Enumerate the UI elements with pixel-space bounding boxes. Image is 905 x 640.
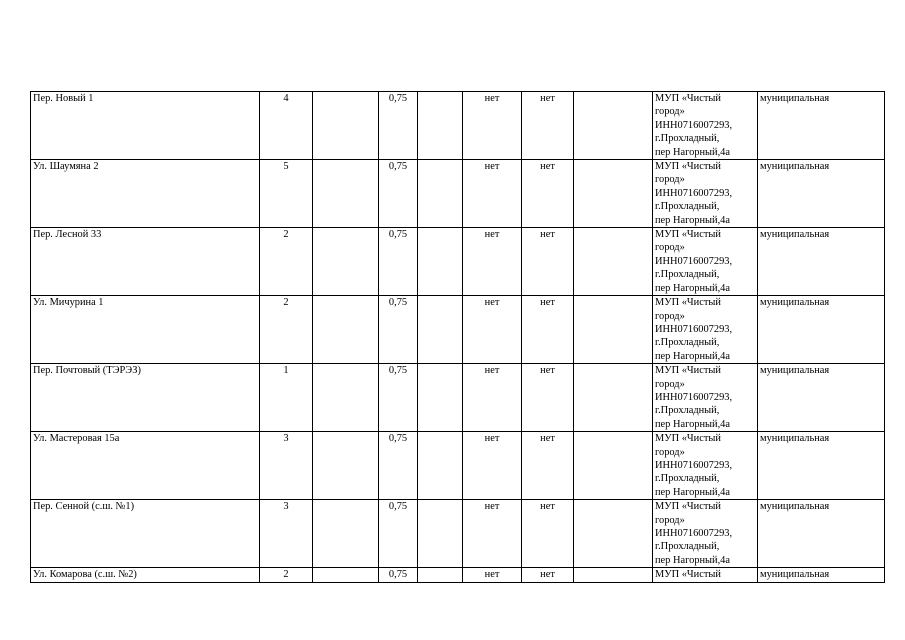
owner-info-line: МУП «Чистый bbox=[655, 161, 721, 173]
owner-info-line: г.Прохладный, bbox=[655, 473, 720, 485]
owner-info-line: город» bbox=[655, 310, 685, 322]
owner-info-line: ИНН0716007293, bbox=[655, 187, 733, 199]
yes-no-cell: нет bbox=[522, 432, 574, 500]
ownership-type-cell: муниципальная bbox=[758, 568, 885, 582]
table-row bbox=[31, 432, 885, 500]
empty-cell bbox=[574, 500, 653, 568]
site-address-cell: Пер. Новый 1 bbox=[31, 92, 260, 160]
owner-info-line: ИНН0716007293, bbox=[655, 459, 733, 471]
owner-info-line: ИНН0716007293, bbox=[655, 391, 733, 403]
ownership-type-cell: муниципальная bbox=[758, 364, 885, 432]
table-body bbox=[31, 92, 885, 583]
yes-no-cell: нет bbox=[522, 160, 574, 228]
owner-info-cell bbox=[653, 432, 758, 500]
owner-info-cell bbox=[653, 92, 758, 160]
empty-cell bbox=[418, 92, 463, 160]
owner-info-cell bbox=[653, 500, 758, 568]
empty-cell bbox=[313, 364, 379, 432]
empty-cell bbox=[313, 432, 379, 500]
container-count-cell: 1 bbox=[260, 364, 313, 432]
ownership-type-cell: муниципальная bbox=[758, 432, 885, 500]
yes-no-cell: нет bbox=[463, 160, 522, 228]
empty-cell bbox=[574, 568, 653, 582]
yes-no-cell: нет bbox=[522, 568, 574, 582]
container-sites-table bbox=[30, 91, 885, 583]
owner-info-line: МУП «Чистый bbox=[655, 365, 721, 377]
owner-info-line: пер Нагорный,4а bbox=[655, 350, 730, 362]
container-count-cell: 2 bbox=[260, 228, 313, 296]
owner-info-line: ИНН0716007293, bbox=[655, 119, 733, 131]
table-row bbox=[31, 228, 885, 296]
owner-info-line: пер Нагорный,4а bbox=[655, 214, 730, 226]
container-volume-cell: 0,75 bbox=[379, 160, 418, 228]
site-address-cell: Пер. Почтовый (ТЭРЭЗ) bbox=[31, 364, 260, 432]
site-address-cell: Ул. Шаумяна 2 bbox=[31, 160, 260, 228]
owner-info-line: пер Нагорный,4а bbox=[655, 554, 730, 566]
container-volume-cell: 0,75 bbox=[379, 296, 418, 364]
empty-cell bbox=[574, 364, 653, 432]
empty-cell bbox=[418, 432, 463, 500]
container-volume-cell: 0,75 bbox=[379, 432, 418, 500]
ownership-type-cell: муниципальная bbox=[758, 228, 885, 296]
owner-info-line: пер Нагорный,4а bbox=[655, 418, 730, 430]
site-address-cell: Ул. Комарова (с.ш. №2) bbox=[31, 568, 260, 582]
yes-no-cell: нет bbox=[463, 432, 522, 500]
owner-info-line: МУП «Чистый bbox=[655, 93, 721, 104]
site-address-cell: Ул. Мастеровая 15а bbox=[31, 432, 260, 500]
yes-no-cell: нет bbox=[463, 228, 522, 296]
owner-info-line: МУП «Чистый bbox=[655, 501, 721, 513]
owner-info-line: ИНН0716007293, bbox=[655, 255, 733, 267]
empty-cell bbox=[418, 500, 463, 568]
yes-no-cell: нет bbox=[522, 296, 574, 364]
container-volume-cell: 0,75 bbox=[379, 364, 418, 432]
container-count-cell: 5 bbox=[260, 160, 313, 228]
owner-info-line: город» bbox=[655, 446, 685, 458]
owner-info-line: г.Прохладный, bbox=[655, 201, 720, 213]
owner-info-line: пер Нагорный,4а bbox=[655, 146, 730, 158]
owner-info-line: город» bbox=[655, 106, 685, 118]
owner-info-line: г.Прохладный, bbox=[655, 337, 720, 349]
container-count-cell: 3 bbox=[260, 500, 313, 568]
yes-no-cell: нет bbox=[463, 296, 522, 364]
empty-cell bbox=[574, 296, 653, 364]
yes-no-cell: нет bbox=[463, 568, 522, 582]
site-address-cell: Пер. Сенной (с.ш. №1) bbox=[31, 500, 260, 568]
table-row bbox=[31, 296, 885, 364]
yes-no-cell: нет bbox=[522, 228, 574, 296]
owner-info-line: МУП «Чистый bbox=[655, 297, 721, 309]
ownership-type-cell: муниципальная bbox=[758, 296, 885, 364]
site-address-cell: Пер. Лесной 33 bbox=[31, 228, 260, 296]
table-row bbox=[31, 500, 885, 568]
table-row bbox=[31, 364, 885, 432]
empty-cell bbox=[313, 296, 379, 364]
yes-no-cell: нет bbox=[522, 92, 574, 160]
owner-info-line: пер Нагорный,4а bbox=[655, 486, 730, 498]
table-row bbox=[31, 568, 885, 582]
owner-info-line: г.Прохладный, bbox=[655, 133, 720, 145]
owner-info-line: МУП «Чистый bbox=[655, 433, 721, 445]
yes-no-cell: нет bbox=[463, 92, 522, 160]
yes-no-cell: нет bbox=[522, 500, 574, 568]
owner-info-cell bbox=[653, 568, 758, 582]
container-count-cell: 2 bbox=[260, 568, 313, 582]
empty-cell bbox=[313, 228, 379, 296]
empty-cell bbox=[313, 500, 379, 568]
owner-info-line: пер Нагорный,4а bbox=[655, 282, 730, 294]
empty-cell bbox=[574, 92, 653, 160]
empty-cell bbox=[418, 568, 463, 582]
empty-cell bbox=[418, 296, 463, 364]
container-volume-cell: 0,75 bbox=[379, 500, 418, 568]
owner-info-line: г.Прохладный, bbox=[655, 541, 720, 553]
empty-cell bbox=[574, 228, 653, 296]
empty-cell bbox=[574, 160, 653, 228]
yes-no-cell: нет bbox=[463, 500, 522, 568]
owner-info-line: город» bbox=[655, 378, 685, 390]
owner-info-line: ИНН0716007293, bbox=[655, 323, 733, 335]
yes-no-cell: нет bbox=[522, 364, 574, 432]
container-volume-cell: 0,75 bbox=[379, 568, 418, 582]
owner-info-cell bbox=[653, 160, 758, 228]
owner-info-line: МУП «Чистый bbox=[655, 229, 721, 241]
container-volume-cell: 0,75 bbox=[379, 228, 418, 296]
container-count-cell: 3 bbox=[260, 432, 313, 500]
empty-cell bbox=[418, 364, 463, 432]
owner-info-cell bbox=[653, 364, 758, 432]
container-count-cell: 2 bbox=[260, 296, 313, 364]
owner-info-cell bbox=[653, 296, 758, 364]
empty-cell bbox=[313, 568, 379, 582]
owner-info-cell bbox=[653, 228, 758, 296]
yes-no-cell: нет bbox=[463, 364, 522, 432]
owner-info-line: город» bbox=[655, 174, 685, 186]
empty-cell bbox=[313, 160, 379, 228]
owner-info-line: город» bbox=[655, 242, 685, 254]
ownership-type-cell: муниципальная bbox=[758, 160, 885, 228]
table-row bbox=[31, 160, 885, 228]
empty-cell bbox=[418, 160, 463, 228]
container-volume-cell: 0,75 bbox=[379, 92, 418, 160]
table-row bbox=[31, 92, 885, 160]
ownership-type-cell: муниципальная bbox=[758, 500, 885, 568]
owner-info-line: МУП «Чистый bbox=[655, 569, 721, 581]
ownership-type-cell: муниципальная bbox=[758, 92, 885, 160]
container-count-cell: 4 bbox=[260, 92, 313, 160]
empty-cell bbox=[574, 432, 653, 500]
owner-info-line: ИНН0716007293, bbox=[655, 528, 733, 539]
owner-info-line: г.Прохладный, bbox=[655, 269, 720, 281]
owner-info-line: г.Прохладный, bbox=[655, 405, 720, 417]
empty-cell bbox=[313, 92, 379, 160]
site-address-cell: Ул. Мичурина 1 bbox=[31, 296, 260, 364]
empty-cell bbox=[418, 228, 463, 296]
owner-info-line: город» bbox=[655, 514, 685, 526]
